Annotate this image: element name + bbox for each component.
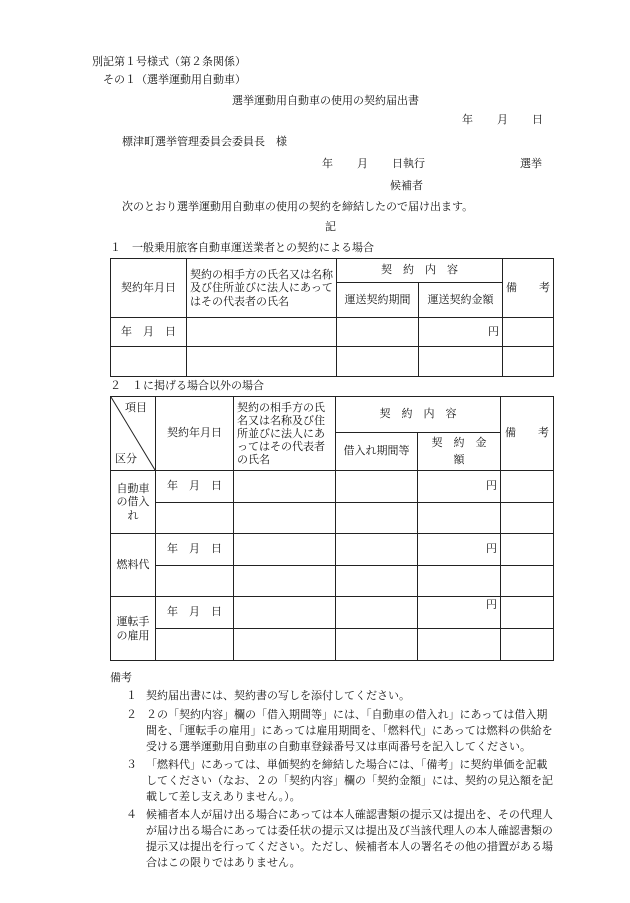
- election-exec: 日執行: [392, 157, 425, 170]
- s1-header-party: 契約の相手方の氏名又は名称及び住所並びに法人にあってはその代表者の氏名: [187, 259, 337, 318]
- s1-row-date: 年 月 日: [111, 318, 187, 347]
- s1-row: [111, 318, 554, 347]
- s2-row-driver: [111, 597, 554, 629]
- s2-category-fuel: 燃料代: [111, 534, 156, 597]
- s1-row-blank: [111, 347, 554, 377]
- s2-row-date: 年 月 日: [156, 534, 234, 566]
- section1-heading: １ 一般乗用旅客自動車運送業者との契約による場合: [110, 241, 374, 254]
- section2-table: [110, 396, 554, 661]
- date-month: 月: [497, 113, 508, 126]
- note-number: ２: [126, 707, 137, 721]
- note-item: [126, 757, 556, 805]
- intro-text: 次のとおり選挙運動用自動車の使用の契約を締結したので届け出ます。: [122, 200, 474, 213]
- section2-heading: ２ １に掲げる場合以外の場合: [110, 379, 264, 392]
- date-day: 日: [532, 113, 543, 126]
- s1-header-amount: 運送契約金額: [419, 283, 503, 318]
- date-year: 年: [462, 113, 473, 126]
- form-label: 別記第１号様式（第２条関係）: [92, 55, 246, 68]
- s2-header-note: 備 考: [501, 397, 554, 471]
- section1-table: [110, 258, 554, 377]
- note-number: ３: [126, 757, 137, 771]
- s2-diag-top: 項目: [125, 401, 147, 414]
- s1-header-period: 運送契約期間: [337, 283, 419, 318]
- s2-category-car: 自動車の借入れ: [111, 471, 156, 534]
- note-item: [126, 807, 556, 871]
- s2-row-date: 年 月 日: [156, 597, 234, 629]
- s2-diag-bottom: 区分: [115, 451, 137, 465]
- s2-header-diagonal: [111, 397, 156, 471]
- note-text: 契約届出書には、契約書の写しを添付してください。: [146, 689, 410, 702]
- s2-row-yen: 円: [418, 471, 501, 503]
- election-label: 選挙: [520, 157, 542, 170]
- note-text: ２の「契約内容」欄の「借入期間等」には、「自動車の借入れ」にあっては借入期間を、「運転手の雇用」にあっては雇用期間を、「燃料代」にあっては燃料の供給を受ける選挙運動用自動車の自動車登録番号又は車両番号を記入してください。: [146, 707, 553, 753]
- election-year: 年: [322, 157, 333, 170]
- page-title: 選挙運動用自動車の使用の契約届出書: [232, 94, 419, 107]
- s2-row-fuel: [111, 534, 554, 566]
- s2-category-driver: 運転手の雇用: [111, 597, 156, 661]
- note-item: [126, 688, 556, 705]
- note-item: [126, 707, 556, 755]
- s2-row-car: [111, 471, 554, 503]
- note-text: 「燃料代」にあっては、単価契約を締結した場合には、「備考」に契約単価を記載してください（なお、２の「契約内容」欄の「契約金額」には、契約の見込額を記載して差し支えありません。）。: [146, 757, 553, 803]
- s2-row-yen: 円: [418, 597, 501, 629]
- sub-label: その１（選挙運動用自動車）: [103, 73, 246, 86]
- note-number: １: [126, 689, 137, 702]
- notes-list: [126, 688, 556, 871]
- s2-header-contents: 契 約 内 容: [336, 397, 501, 433]
- s1-header-date: 契約年月日: [111, 259, 187, 318]
- note-number: ４: [126, 807, 137, 821]
- s2-row-yen: 円: [418, 534, 501, 566]
- s1-row-yen: 円: [419, 318, 503, 347]
- s1-header-contents: 契 約 内 容: [337, 259, 503, 283]
- note-text: 候補者本人が届け出る場合にあっては本人確認書類の提示又は提出を、その代理人が届け出る場合にあっては委任状の提示又は提出及び当該代理人の本人確認書類の提示又は提出を行ってください。ただし、候補者本人の署名その他の措置がある場合はこの限りではありません。: [146, 807, 553, 869]
- election-month: 月: [357, 157, 368, 170]
- s2-header-period: 借入れ期間等: [336, 433, 418, 471]
- s2-header-party: 契約の相手方の氏名又は名称及び住所並びに法人にあってはその代表者の氏名: [234, 397, 336, 471]
- notes-heading: 備考: [110, 671, 132, 684]
- s2-header-date: 契約年月日: [156, 397, 234, 471]
- s1-header-note: 備 考: [503, 259, 554, 318]
- addressee: 標津町選挙管理委員会委員長 様: [122, 135, 287, 148]
- s2-row-date: 年 月 日: [156, 471, 234, 503]
- ki-label: 記: [325, 220, 336, 233]
- s2-header-amount: 契 約 金 額: [418, 433, 501, 471]
- candidate-label: 候補者: [390, 179, 423, 192]
